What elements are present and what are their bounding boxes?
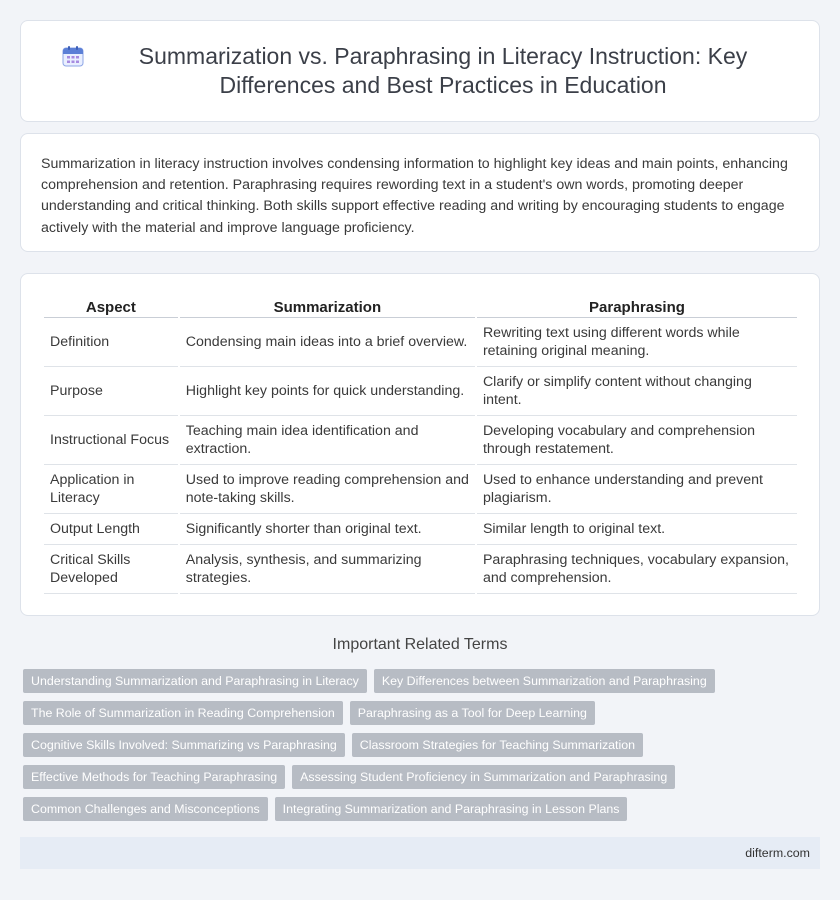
related-term-tag[interactable]: Understanding Summarization and Paraphrasing in Literacy — [23, 669, 367, 693]
related-term-tag[interactable]: Assessing Student Proficiency in Summarization and Paraphrasing — [292, 765, 675, 789]
table-row — [44, 545, 797, 594]
row-summarization: Teaching main idea identification and extraction. — [180, 416, 475, 465]
row-summarization: Significantly shorter than original text. — [180, 514, 475, 545]
table-row — [44, 465, 797, 514]
intro-paragraph: Summarization in literacy instruction involves condensing information to highlight key ideas and main points, enhancing comprehension and retention. Paraphrasing requires rewording text in a student's own words, promoting deeper understanding and critical thinking. Both skills support effective reading and writing by encouraging students to engage actively with the material and improve language proficiency. — [41, 156, 788, 236]
table-row — [44, 367, 797, 416]
row-paraphrasing: Rewriting text using different words while retaining original meaning. — [477, 318, 797, 367]
related-term-tag[interactable]: Classroom Strategies for Teaching Summarization — [352, 733, 643, 757]
page-title: Summarization vs. Paraphrasing in Literacy Instruction: Key Differences and Best Practices in Education — [138, 43, 748, 98]
table-row — [44, 416, 797, 465]
footer-site-link[interactable]: difterm.com — [745, 846, 810, 860]
row-summarization: Condensing main ideas into a brief overview. — [180, 318, 475, 367]
row-aspect: Output Length — [44, 514, 178, 545]
row-summarization: Used to improve reading comprehension and note-taking skills. — [180, 465, 475, 514]
footer — [20, 837, 820, 869]
row-aspect: Purpose — [44, 367, 178, 416]
comparison-card — [20, 273, 820, 616]
related-term-tag[interactable]: Paraphrasing as a Tool for Deep Learning — [350, 701, 595, 725]
row-aspect: Definition — [44, 318, 178, 367]
row-paraphrasing: Similar length to original text. — [477, 514, 797, 545]
intro-card — [20, 133, 820, 252]
header-card — [20, 20, 820, 122]
row-aspect: Instructional Focus — [44, 416, 178, 465]
calendar-icon — [61, 44, 85, 68]
row-summarization: Highlight key points for quick understanding. — [180, 367, 475, 416]
comparison-table — [42, 294, 799, 594]
table-row — [44, 318, 797, 367]
row-aspect: Critical Skills Developed — [44, 545, 178, 594]
related-term-tag[interactable]: Cognitive Skills Involved: Summarizing vs Paraphrasing — [23, 733, 345, 757]
table-row — [44, 514, 797, 545]
related-term-tag[interactable]: Common Challenges and Misconceptions — [23, 797, 268, 821]
header-paraphrasing: Paraphrasing — [477, 294, 797, 318]
header-aspect: Aspect — [44, 294, 178, 318]
related-terms-list — [23, 669, 803, 821]
header-summarization: Summarization — [180, 294, 475, 318]
row-summarization: Analysis, synthesis, and summarizing strategies. — [180, 545, 475, 594]
related-term-tag[interactable]: Integrating Summarization and Paraphrasing in Lesson Plans — [275, 797, 628, 821]
row-paraphrasing: Used to enhance understanding and prevent plagiarism. — [477, 465, 797, 514]
related-term-tag[interactable]: Key Differences between Summarization and Paraphrasing — [374, 669, 715, 693]
row-paraphrasing: Paraphrasing techniques, vocabulary expansion, and comprehension. — [477, 545, 797, 594]
related-terms-heading: Important Related Terms — [332, 636, 508, 653]
related-term-tag[interactable]: Effective Methods for Teaching Paraphrasing — [23, 765, 285, 789]
table-header-row — [44, 294, 797, 318]
row-paraphrasing: Clarify or simplify content without changing intent. — [477, 367, 797, 416]
row-paraphrasing: Developing vocabulary and comprehension through restatement. — [477, 416, 797, 465]
related-term-tag[interactable]: The Role of Summarization in Reading Comprehension — [23, 701, 343, 725]
row-aspect: Application in Literacy — [44, 465, 178, 514]
